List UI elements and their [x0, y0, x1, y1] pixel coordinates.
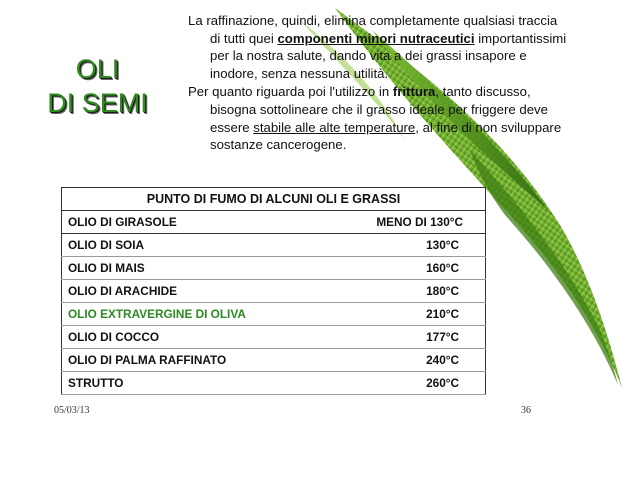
paragraph-frittura [188, 83, 568, 153]
table-row [62, 303, 486, 326]
p2-highlight-frittura: frittura [392, 84, 436, 100]
table-row [62, 372, 486, 395]
p2-text-3: , tanto discusso, bisogna sottolineare che il grasso ideale per friggere deve essere [210, 84, 548, 135]
row-value: 260°C [333, 372, 486, 395]
slide-title [40, 52, 155, 120]
row-value: 177°C [333, 326, 486, 349]
row-name: OLIO DI COCCO [62, 326, 334, 349]
row-name: OLIO DI PALMA RAFFINATO [62, 349, 334, 372]
row-value: 210°C [333, 303, 486, 326]
p1-text-3: importantissimi per la nostra salute, dando vita a dei grassi insapore e inodore, senza nessuna utilità. [210, 30, 567, 81]
footer-date: 05/03/13 [54, 405, 90, 416]
row-name: OLIO DI GIRASOLE [62, 211, 334, 234]
row-name: OLIO DI ARACHIDE [62, 280, 334, 303]
p1-text-1: La raffinazione, quindi, elimina completamente qualsiasi traccia di tutti quei [188, 13, 558, 46]
body-text [188, 12, 568, 155]
row-name-olive: OLIO EXTRAVERGINE DI OLIVA [62, 303, 334, 326]
slide-title-line1: OLI [75, 54, 120, 84]
p1-highlight-nutraceutici: componenti minori nutraceutici [277, 30, 475, 46]
row-name: OLIO DI MAIS [62, 257, 334, 280]
p2-text-1: Per quanto riguarda poi l'utilizzo in [188, 84, 393, 100]
row-name: STRUTTO [62, 372, 334, 395]
row-value: 130°C [333, 234, 486, 257]
smoke-point-table [61, 187, 486, 395]
row-value: 160°C [333, 257, 486, 280]
table-row [62, 257, 486, 280]
table-caption: PUNTO DI FUMO DI ALCUNI OLI E GRASSI [62, 188, 486, 211]
row-value: 240°C [333, 349, 486, 372]
table-row [62, 326, 486, 349]
table-row [62, 349, 486, 372]
row-name: OLIO DI SOIA [62, 234, 334, 257]
table-row [62, 234, 486, 257]
paragraph-raffinazione [188, 12, 568, 82]
table-row [62, 211, 486, 234]
p2-highlight-temperature: stabile alle alte temperature [253, 119, 416, 135]
row-value: MENO DI 130°C [333, 211, 486, 234]
p2-text-5: , al fine di non sviluppare sostanze cancerogene. [210, 119, 562, 153]
table-row [62, 280, 486, 303]
page-number: 36 [521, 405, 531, 416]
row-value: 180°C [333, 280, 486, 303]
slide-title-line2: DI SEMI [47, 88, 148, 118]
leaf-blade-lower [470, 150, 618, 385]
